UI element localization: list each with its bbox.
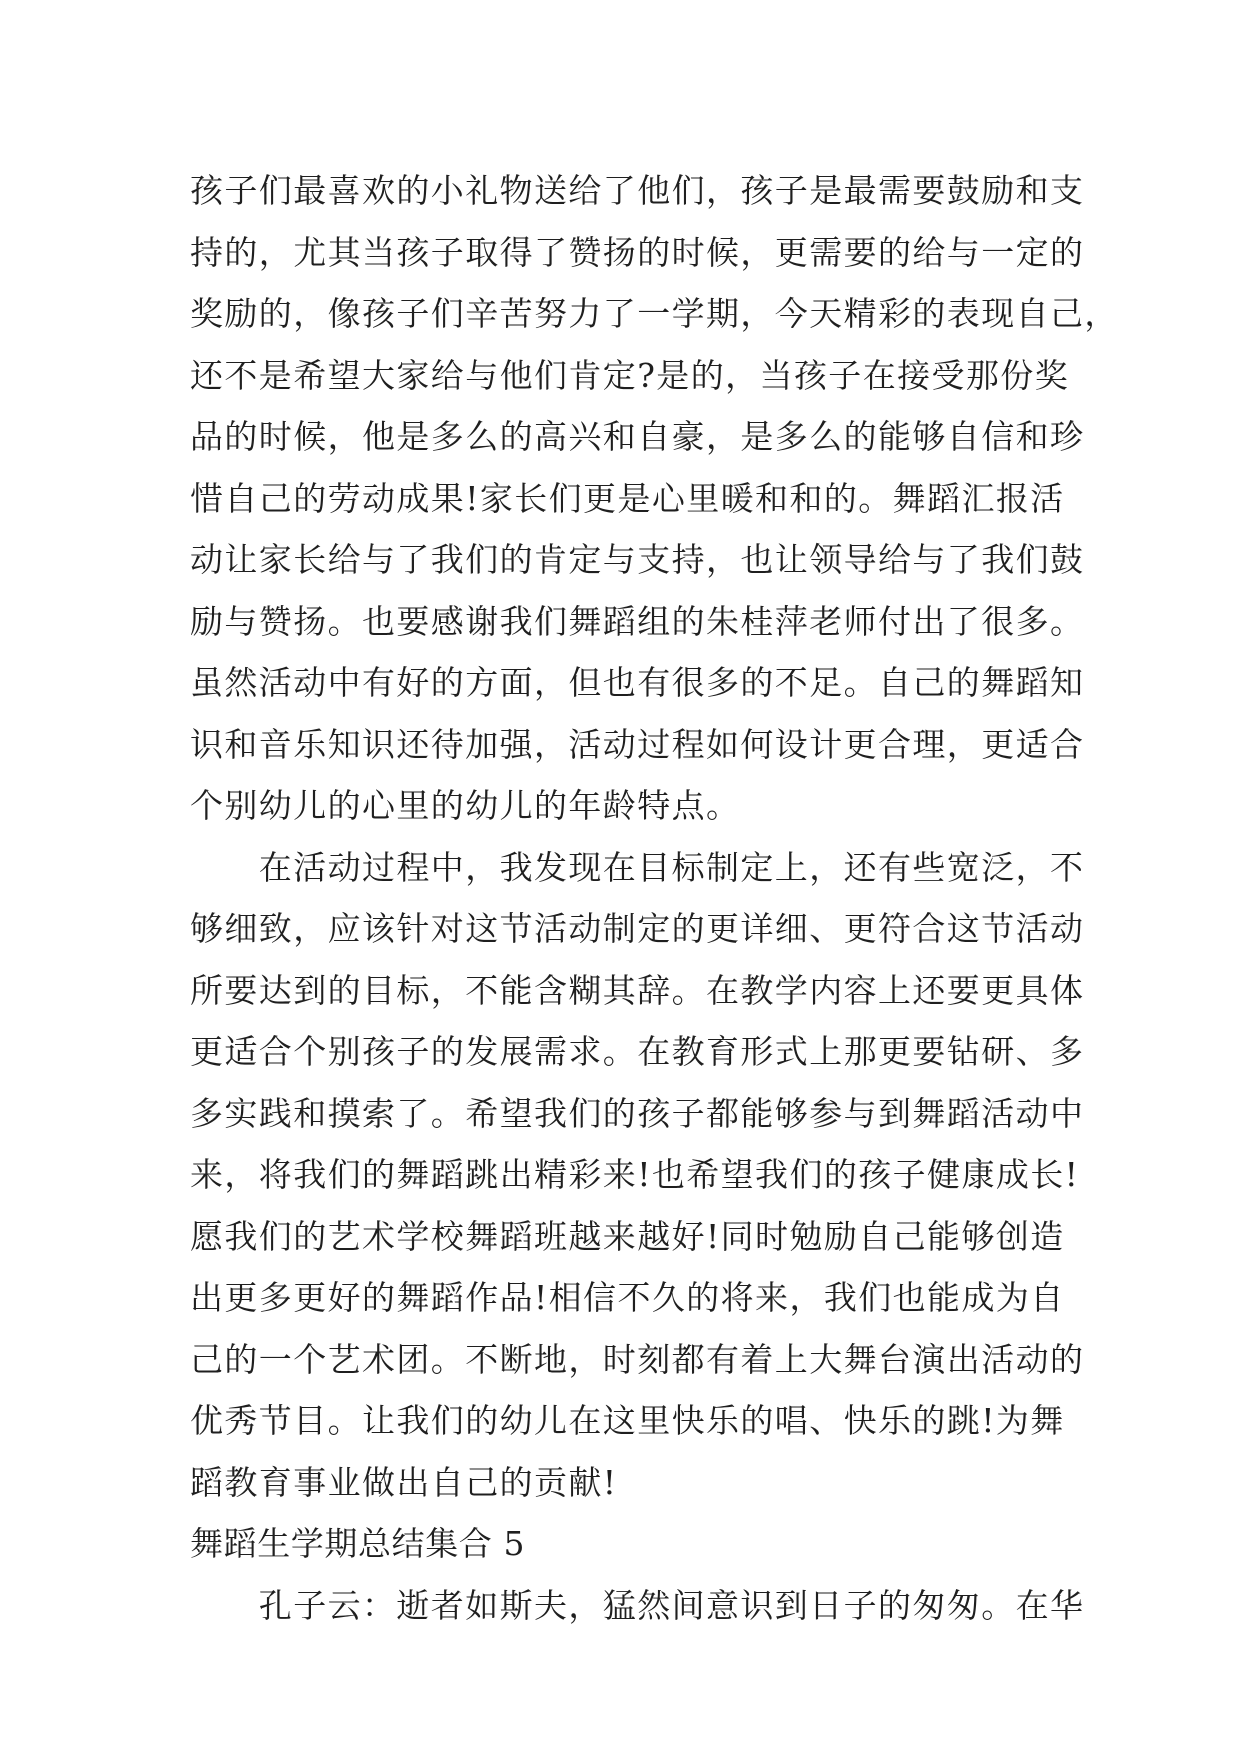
text-line: 励与赞扬。也要感谢我们舞蹈组的朱桂萍老师付出了很多。 [190, 601, 1085, 641]
text-line: 奖励的，像孩子们辛苦努力了一学期，今天精彩的表现自己， [190, 294, 1119, 333]
text-line: 蹈教育事业做出自己的贡献! [190, 1462, 618, 1502]
text-line: 孩子们最喜欢的小礼物送给了他们，孩子是最需要鼓励和支 [190, 171, 1085, 210]
document-body [190, 160, 1119, 1636]
text-line: 出更多更好的舞蹈作品!相信不久的将来，我们也能成为自 [190, 1278, 1065, 1317]
text-line: 识和音乐知识还待加强，活动过程如何设计更合理，更适合 [190, 724, 1085, 764]
paragraph-start-line: 孔子云：逝者如斯夫，猛然间意识到日子的匆匆。在华 [190, 1585, 1085, 1625]
text-line: 品的时候，他是多么的高兴和自豪，是多么的能够自信和珍 [190, 417, 1085, 456]
text-line: 更适合个别孩子的发展需求。在教育形式上那更要钻研、多 [190, 1032, 1085, 1071]
text-line: 还不是希望大家给与他们肯定?是的，当孩子在接受那份奖 [190, 355, 1070, 395]
text-line: 持的，尤其当孩子取得了赞扬的时候，更需要的给与一定的 [190, 232, 1085, 272]
text-line: 够细致，应该针对这节活动制定的更详细、更符合这节活动 [190, 909, 1085, 948]
paragraph-start-line: 在活动过程中，我发现在目标制定上，还有些宽泛，不 [190, 847, 1085, 887]
text-line: 多实践和摸索了。希望我们的孩子都能够参与到舞蹈活动中 [190, 1093, 1085, 1133]
text-line: 虽然活动中有好的方面，但也有很多的不足。自己的舞蹈知 [190, 663, 1085, 702]
text-line: 己的一个艺术团。不断地，时刻都有着上大舞台演出活动的 [190, 1339, 1085, 1379]
text-line: 所要达到的目标，不能含糊其辞。在教学内容上还要更具体 [190, 970, 1085, 1010]
text-line: 个别幼儿的心里的幼儿的年龄特点。 [190, 786, 741, 825]
text-line: 优秀节目。让我们的幼儿在这里快乐的唱、快乐的跳!为舞 [190, 1401, 1065, 1440]
text-line: 动让家长给与了我们的肯定与支持，也让领导给与了我们鼓 [190, 540, 1085, 579]
text-line: 来，将我们的舞蹈跳出精彩来!也希望我们的孩子健康成长! [190, 1155, 1080, 1194]
text-line: 愿我们的艺术学校舞蹈班越来越好!同时勉励自己能够创造 [190, 1216, 1065, 1256]
section-heading: 舞蹈生学期总结集合 5 [190, 1524, 526, 1563]
text-line: 惜自己的劳动成果!家长们更是心里暖和和的。舞蹈汇报活 [190, 478, 1065, 518]
